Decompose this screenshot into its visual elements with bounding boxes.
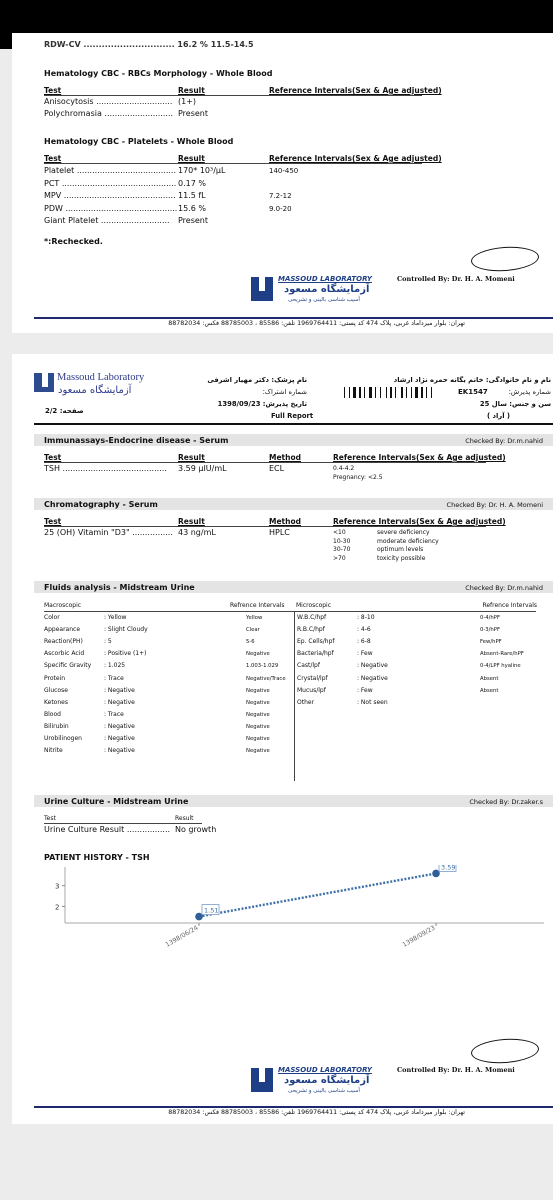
- macro-ref: Clear: [246, 627, 260, 634]
- lab-name-en: MASSOUD LABORATORY: [278, 275, 372, 283]
- plt-header-rule: [44, 163, 422, 164]
- chrom-checked-by: Checked By: Dr. H. A. Momeni: [446, 501, 543, 509]
- barcode-bar: [390, 387, 392, 398]
- macro-ref: Negative: [246, 651, 270, 658]
- morph-header-result: Result: [178, 86, 205, 95]
- plt-row-result: 170* 10³/µL: [178, 166, 226, 175]
- micro-ref: Few/hPF: [480, 639, 502, 646]
- tsh-header-ref: Reference Intervals(Sex & Age adjusted): [333, 453, 506, 462]
- morph-header-rule: [44, 95, 422, 96]
- micro-test: Ep. Cells/hpf: [297, 638, 335, 646]
- macro-test: Urobilinogen: [44, 735, 82, 742]
- barcode-bar: [401, 387, 403, 398]
- micro-ref: Absent: [480, 687, 499, 694]
- chart-y-tick-label: 2: [55, 903, 60, 912]
- macro-test: Specific Gravity: [44, 662, 92, 670]
- macro-ref: Negative: [246, 687, 270, 694]
- history-title: PATIENT HISTORY - TSH: [44, 853, 150, 862]
- culture-header-test: Test: [44, 815, 56, 822]
- cut-off-row: RDW-CV .............................. 16.2 % 11.5-14.5: [44, 40, 254, 49]
- culture-test: Urine Culture Result .................: [44, 825, 171, 834]
- macro-value: : Trace: [104, 710, 124, 718]
- micro-ref: Absent-Rare/hPF: [480, 651, 524, 658]
- vitd-ref-label: moderate deficiency: [377, 537, 439, 545]
- macro-value: : Negative: [104, 735, 135, 742]
- macro-test: Appearance: [44, 626, 81, 634]
- chart-data-label: 3.59: [441, 865, 456, 872]
- micro-test: Bacteria/hpf: [297, 650, 334, 658]
- tsh-header-test: Test: [44, 453, 62, 462]
- fluids-section-title: Fluids analysis - Midstream Urine: [44, 583, 195, 592]
- signature-drawing: [470, 245, 540, 274]
- report-page-2: [12, 354, 553, 1124]
- macro-value: : 1.025: [104, 662, 126, 670]
- tsh-method: ECL: [269, 464, 285, 473]
- morph-row-test: Anisocytosis ..............................: [44, 97, 173, 106]
- barcode-bar: [364, 387, 365, 398]
- barcode-bar: [386, 387, 387, 398]
- report-page-1: [12, 33, 553, 333]
- chrom-header-rule: [44, 526, 486, 527]
- plt-row-result: Present: [178, 216, 209, 225]
- macro-value: : Negative: [104, 686, 135, 694]
- tsh-ref-1: 0.4-4.2: [333, 465, 355, 472]
- chrom-section-title: Chromatography - Serum: [44, 500, 158, 509]
- tsh-result: 3.59 µIU/mL: [178, 464, 227, 473]
- macro-value: : Negative: [104, 698, 135, 706]
- vitd-ref-range: >70: [333, 554, 346, 562]
- plt-section-title: Hematology CBC - Platelets - Whole Blood: [44, 137, 234, 146]
- age-sex: سن و جنس: سال 25: [479, 400, 551, 408]
- lab-name-fa-2: آزمایشگاه مسعود: [284, 1075, 370, 1086]
- macro-test: Ascorbic Acid: [44, 650, 85, 658]
- vitd-ref-range: 10-30: [333, 537, 351, 545]
- culture-section-title: Urine Culture - Midstream Urine: [44, 797, 189, 806]
- micro-value: : Not seen: [357, 698, 388, 706]
- micro-test: R.B.C/hpf: [297, 626, 325, 634]
- macro-ref: Negative: [246, 723, 270, 730]
- vitd-ref-label: severe deficiency: [377, 529, 430, 536]
- plt-header-ref: Reference Intervals(Sex & Age adjusted): [269, 154, 442, 163]
- lab-logo-mark-2: [251, 1068, 273, 1092]
- footer-rule: [34, 317, 553, 319]
- tsh-header-method: Method: [269, 453, 301, 462]
- macro-test: Ketones: [44, 698, 68, 706]
- micro-ref: 0-4/LPF hyaline: [480, 663, 521, 670]
- micro-value: : 6-8: [357, 638, 371, 646]
- macro-value: : 5: [104, 638, 112, 646]
- fluids-header-rule: [44, 611, 536, 612]
- chrom-header-result: Result: [178, 517, 205, 526]
- macro-test: Bilirubin: [44, 722, 69, 730]
- macro-test: Color: [44, 614, 60, 621]
- fluids-header-micro: Microscopic: [296, 602, 332, 609]
- macro-ref: Yellow: [246, 615, 263, 621]
- barcode-bar: [395, 387, 396, 398]
- barcode: [344, 387, 450, 398]
- macro-test: Protein: [44, 674, 66, 682]
- lab-logo-mark: [251, 277, 273, 301]
- macro-value: : Slight Cloudy: [104, 626, 148, 634]
- barcode-bar: [359, 387, 361, 398]
- macro-ref: Negative: [246, 736, 270, 742]
- admission-date: تاریخ پذیرش: 1398/09/23: [217, 400, 307, 408]
- culture-checked-by: Checked By: Dr.zaker.s: [469, 798, 543, 806]
- tsh-section-title: Immunassays-Endocrine disease - Serum: [44, 436, 229, 445]
- header-logo-fa: آزمایشگاه مسعود: [58, 385, 132, 396]
- chart-y-tick-label: 3: [55, 882, 60, 891]
- micro-ref: Absent: [480, 675, 499, 682]
- barcode-bar: [426, 387, 427, 398]
- macro-value: : Yellow: [104, 614, 127, 621]
- macro-value: : Positive (1+): [104, 650, 147, 658]
- plt-row-test: PDW ............................................: [44, 203, 178, 213]
- macro-test: Blood: [44, 710, 61, 718]
- micro-value: : Negative: [357, 662, 388, 670]
- tsh-ref-2: Pregnancy: <2.5: [333, 474, 383, 481]
- chrom-header-test: Test: [44, 517, 62, 526]
- micro-value: : 8-10: [357, 614, 375, 621]
- micro-value: : Few: [357, 686, 373, 694]
- morph-header-ref: Reference Intervals(Sex & Age adjusted): [269, 86, 442, 95]
- macro-value: : Trace: [104, 674, 124, 682]
- morph-header-test: Test: [44, 86, 62, 95]
- macro-value: : Negative: [104, 747, 135, 755]
- barcode-bar: [406, 387, 407, 398]
- macro-ref: Negative: [246, 711, 270, 718]
- micro-test: W.B.C/hpf: [297, 614, 327, 621]
- chart-x-tick-label: 1398/09/23: [401, 924, 437, 949]
- macro-value: : Negative: [104, 722, 135, 730]
- morph-row-result: (1+): [178, 97, 197, 106]
- chrom-result: 43 ng/mL: [178, 528, 216, 537]
- culture-header-rule: [44, 823, 202, 824]
- chart-series-line: [199, 873, 436, 916]
- plt-row-result: 11.5 fL: [178, 191, 206, 200]
- chart-data-label: 1.51: [204, 906, 219, 915]
- barcode-bar: [369, 387, 372, 398]
- plt-row-ref: 9.0-20: [269, 204, 292, 213]
- micro-value: : Few: [357, 650, 373, 658]
- lab-name-fa: آزمایشگاه مسعود: [284, 284, 370, 295]
- fluids-header-ref-1: Refrence Intervals: [230, 602, 285, 609]
- tsh-test: TSH .........................................: [44, 464, 167, 473]
- tsh-header-rule: [44, 462, 486, 463]
- header-rule: [34, 423, 553, 425]
- barcode-bar: [353, 387, 356, 398]
- fluids-header-ref-2: Refrence Intervals: [482, 602, 537, 609]
- macro-test: Reaction(PH): [44, 638, 83, 646]
- vitd-ref-range: 30-70: [333, 546, 351, 553]
- micro-test: Crystal/lpf: [297, 674, 328, 682]
- fluids-checked-by: Checked By: Dr.m.nahid: [465, 584, 543, 592]
- plt-row-test: Giant Platelet ...........................: [44, 216, 170, 225]
- barcode-bar: [375, 387, 376, 398]
- lab-subtitle-fa: آسیب شناسی بالینی و تشریحی: [288, 297, 360, 303]
- chrom-method: HPLC: [269, 528, 290, 537]
- barcode-bar: [380, 387, 381, 398]
- barcode-bar: [349, 387, 350, 398]
- morph-row-result: Present: [178, 109, 209, 118]
- plt-row-result: 15.6 %: [178, 203, 206, 213]
- chart-x-tick-label: 1398/06/24: [164, 924, 200, 949]
- vitd-ref-label: optimum levels: [377, 546, 424, 553]
- header-logo-mark: [34, 373, 54, 392]
- chrom-header-method: Method: [269, 517, 301, 526]
- barcode-bar: [344, 387, 345, 398]
- micro-ref: 0-4/hPF: [480, 615, 501, 621]
- plt-header-result: Result: [178, 154, 205, 163]
- lab-name-en-2: MASSOUD LABORATORY: [278, 1066, 372, 1074]
- patient-city: ( آراد ): [487, 412, 511, 420]
- plt-row-result: 0.17 %: [178, 178, 206, 188]
- chrom-header-ref: Reference Intervals(Sex & Age adjusted): [333, 517, 506, 526]
- barcode-bar: [415, 387, 418, 398]
- culture-result: No growth: [175, 825, 217, 834]
- macro-ref: 5-6: [246, 639, 255, 646]
- tsh-checked-by: Checked By: Dr.m.nahid: [465, 437, 543, 445]
- controlled-by-2: Controlled By: Dr. H. A. Momeni: [397, 1066, 515, 1074]
- tsh-header-result: Result: [178, 453, 205, 462]
- vitd-ref-range: <10: [333, 529, 346, 536]
- plt-row-ref: 140-450: [269, 167, 299, 175]
- micro-test: Cast/lpf: [297, 662, 320, 670]
- rechecked-note: *:Rechecked.: [44, 237, 103, 246]
- doctor-name: نام پزشک: دکتر مهیار اشرفی: [207, 376, 307, 384]
- plt-header-test: Test: [44, 154, 62, 163]
- plt-row-test: MPV ............................................: [44, 191, 176, 200]
- morph-section-title: Hematology CBC - RBCs Morphology - Whole Blood: [44, 69, 273, 78]
- plt-row-test: PCT .............................................: [44, 178, 177, 188]
- chrom-test: 25 (OH) Vitamin "D3" ................: [44, 528, 173, 537]
- patient-name: نام و نام خانوادگی: خانم یگانه حمره نژاد ارشاد: [393, 376, 551, 384]
- vitd-ref-label: toxicity possible: [377, 554, 426, 562]
- reception-label: شماره پذیرش:: [508, 388, 551, 396]
- lab-subtitle-fa-2: آسیب شناسی بالینی و تشریحی: [288, 1088, 360, 1094]
- micro-test: Mucus/lpf: [297, 686, 326, 694]
- controlled-by: Controlled By: Dr. H. A. Momeni: [397, 275, 515, 283]
- header-logo-en: Massoud Laboratory: [57, 372, 145, 383]
- micro-value: : Negative: [357, 674, 388, 682]
- macro-test: Glucose: [44, 686, 68, 694]
- fluids-header-macro: Macroscopic: [44, 602, 82, 609]
- micro-test: Other: [297, 698, 315, 706]
- morph-row-test: Polychromasia ...........................: [44, 109, 174, 118]
- macro-ref: 1.003-1.029: [246, 663, 279, 670]
- plt-row-ref: 7.2-12: [269, 192, 292, 200]
- macro-test: Nitrite: [44, 747, 63, 755]
- subscriber-no: شماره اشتراک:: [262, 388, 307, 396]
- reception-number: EK1547: [458, 388, 488, 396]
- barcode-bar: [431, 387, 432, 398]
- micro-ref: 0-3/hPF: [480, 627, 501, 634]
- footer-address-2: تهران: بلوار میرداماد غربی، پلاک 474 کد پستی: 1969764411 تلفن: 85586 ، 88785003 فکس: 88782034: [168, 1109, 465, 1116]
- page-number: صفحه: 2/2: [45, 407, 84, 415]
- macro-ref: Negative/Trace: [246, 675, 286, 682]
- barcode-bar: [411, 387, 412, 398]
- macro-ref: Negative: [246, 748, 270, 755]
- plt-row-test: Platelet .......................................: [44, 166, 177, 175]
- macro-ref: Negative: [246, 699, 270, 706]
- footer-rule-2: [34, 1106, 553, 1108]
- barcode-bar: [421, 387, 423, 398]
- culture-header-result: Result: [175, 815, 194, 822]
- micro-value: : 4-6: [357, 626, 371, 634]
- tsh-history-chart: [34, 865, 553, 987]
- footer-address: تهران: بلوار میرداماد غربی، پلاک 474 کد پستی: 1969764411 تلفن: 85586 ، 88785003 فکس: 88782034: [168, 320, 465, 327]
- fluids-column-divider: [294, 611, 295, 781]
- signature-drawing-2: [470, 1037, 540, 1066]
- full-report-label: Full Report: [271, 412, 314, 420]
